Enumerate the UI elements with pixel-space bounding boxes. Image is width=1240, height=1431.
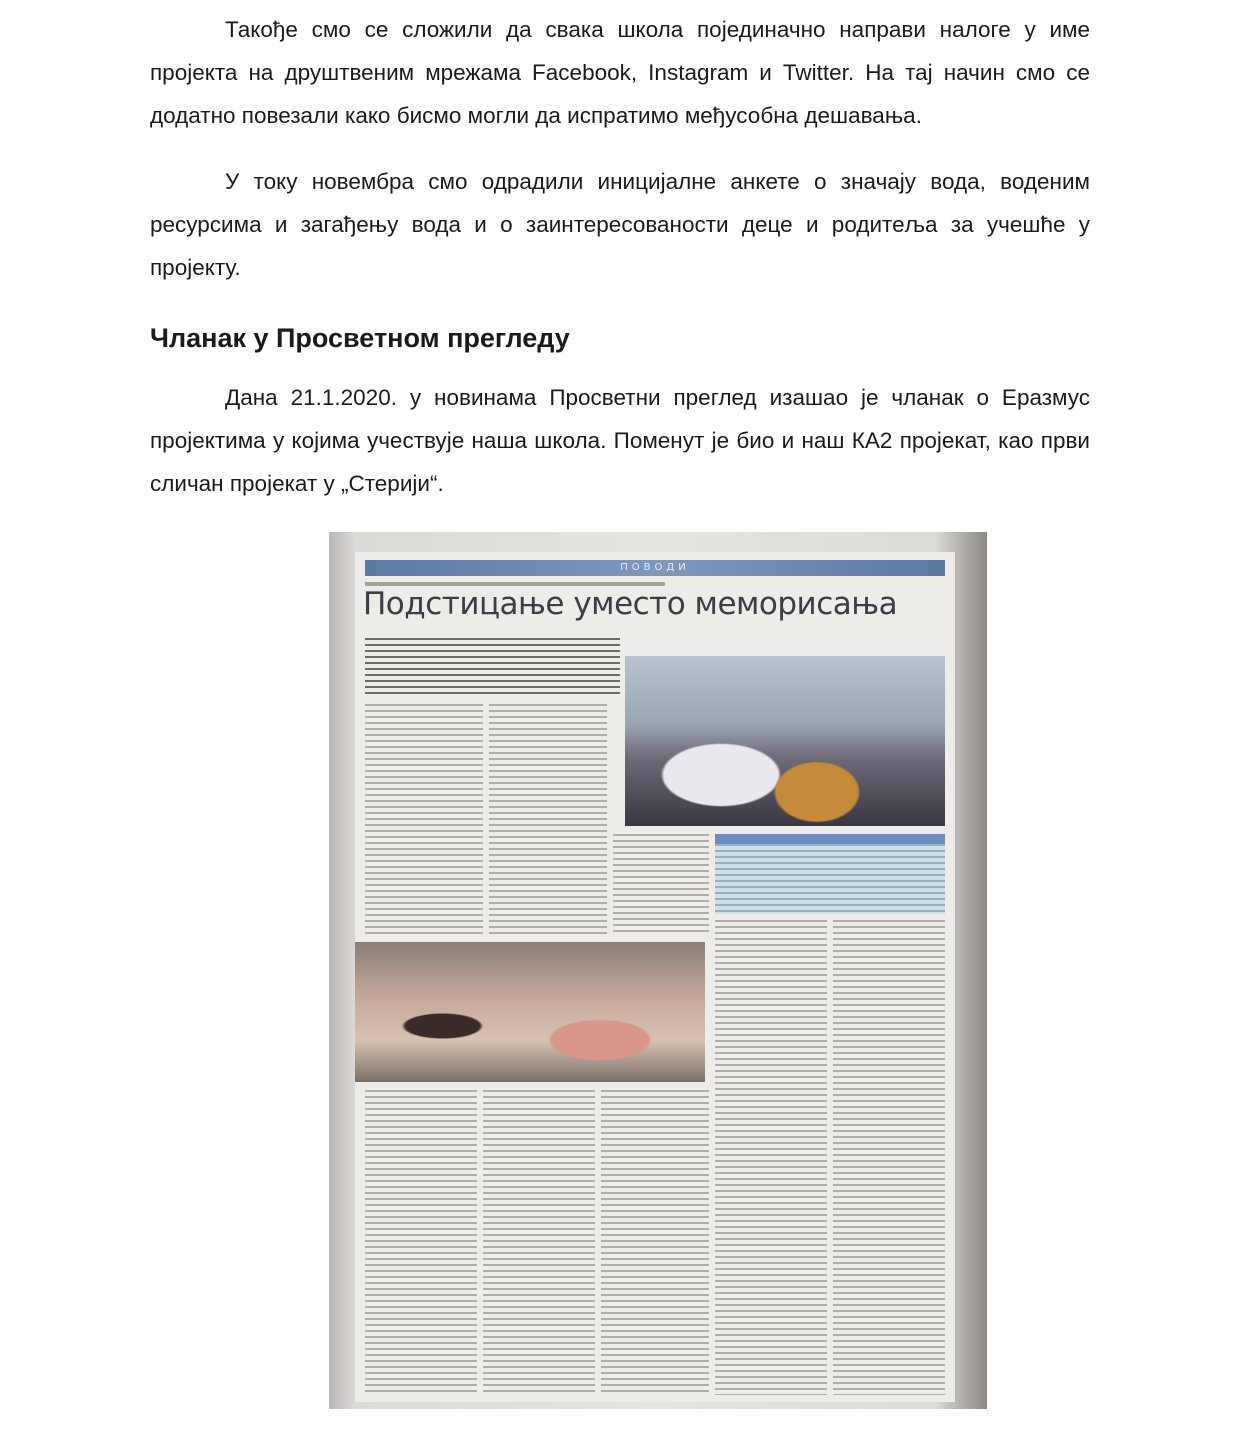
newspaper-section-label: ПОВОДИ (620, 562, 690, 573)
newspaper-column (365, 704, 483, 934)
paragraph-article: Дана 21.1.2020. у новинама Просветни преглед изашао је чланак о Еразмус пројектима у којима учествује наша школа. Поменут је био и наш КА2 пројекат, као први сличан пројекат у „Стерији“. (150, 385, 1090, 496)
newspaper-page (355, 552, 955, 1402)
newspaper-lead-text (365, 638, 620, 698)
newspaper-column (365, 1090, 477, 1395)
section-heading: Чланак у Просветном прегледу (150, 323, 570, 353)
newspaper-column (833, 920, 945, 1395)
newspaper-box-heading (715, 834, 945, 844)
newspaper-column (715, 920, 827, 1395)
newspaper-group-photo (625, 656, 945, 826)
newspaper-classroom-photo (355, 942, 705, 1082)
newspaper-info-box (715, 844, 945, 914)
newspaper-column (601, 1090, 709, 1395)
newspaper-photo (329, 532, 987, 1409)
newspaper-headline: Подстицање уместо меморисања (363, 586, 898, 622)
paragraph-social-media: Такође смо се сложили да свака школа појединачно направи налоге у име пројекта на друштвеним мрежама Facebook, Instagram и Twitter. На тај начин смо се додатно повезали како бисмо могли да испратимо међусобна дешавања. (150, 17, 1090, 128)
newspaper-column (613, 834, 709, 934)
newspaper-column (489, 704, 607, 934)
paragraph-surveys: У току новембра смо одрадили иницијалне анкете о значају вода, воденим ресурсима и загађењу вода и о заинтересованости деце и родитеља за учешће у пројекту. (150, 169, 1090, 280)
newspaper-section-banner (365, 560, 945, 576)
newspaper-column (483, 1090, 595, 1395)
